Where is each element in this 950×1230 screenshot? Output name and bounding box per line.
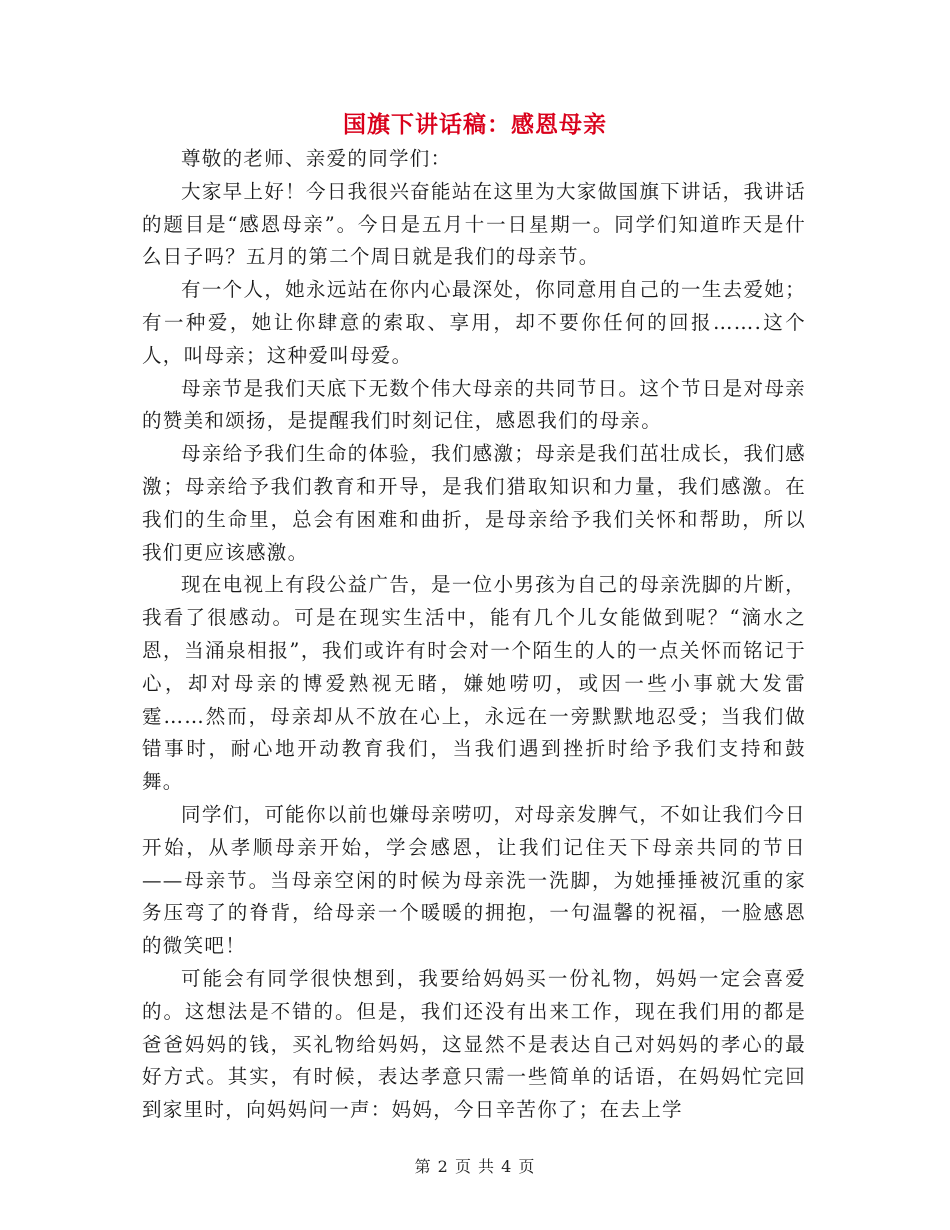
paragraph: 现在电视上有段公益广告，是一位小男孩为自己的母亲洗脚的片断，我看了很感动。可是在现实生活中，能有几个儿女能做到呢？“滴水之恩，当涌泉相报”，我们或许有时会对一个陌生的人的一点关怀而铭记于心，却对母亲的博爱熟视无睹，嫌她唠叨，或因一些小事就大发雷霆……然而，母亲却从不放在心上，永远在一旁默默地忍受；当我们做错事时，耐心地开动教育我们，当我们遇到挫折时给予我们支持和鼓舞。 [142, 573, 806, 794]
paragraph: 可能会有同学很快想到，我要给妈妈买一份礼物，妈妈一定会喜爱的。这想法是不错的。但是，我们还没有出来工作，现在我们用的都是爸爸妈妈的钱，买礼物给妈妈，这显然不是表达自己对妈妈的孝心的最好方式。其实，有时候，表达孝意只需一些简单的话语，在妈妈忙完回到家里时，向妈妈问一声：妈妈，今日辛苦你了；在去上学 [142, 966, 806, 1122]
paragraph: 有一个人，她永远站在你内心最深处，你同意用自己的一生去爱她；有一种爱，她让你肆意的索取、享用，却不要你任何的回报…….这个人，叫母亲；这种爱叫母爱。 [142, 278, 806, 367]
paragraph: 大家早上好！今日我很兴奋能站在这里为大家做国旗下讲话，我讲话的题目是“感恩母亲”。今日是五月十一日星期一。同学们知道昨天是什么日子吗？五月的第二个周日就是我们的母亲节。 [142, 179, 806, 269]
paragraph: 母亲给予我们生命的体验，我们感激；母亲是我们茁壮成长，我们感激；母亲给予我们教育和开导，是我们猎取知识和力量，我们感激。在我们的生命里，总会有困难和曲折，是母亲给予我们关怀和帮助，所以我们更应该感激。 [142, 442, 806, 564]
paragraph: 母亲节是我们天底下无数个伟大母亲的共同节日。这个节日是对母亲的赞美和颂扬，是提醒我们时刻记住，感恩我们的母亲。 [142, 376, 806, 433]
document-body [142, 143, 806, 1127]
paragraph: 同学们，可能你以前也嫌母亲唠叨，对母亲发脾气，不如让我们今日开始，从孝顺母亲开始，学会感恩，让我们记住天下母亲共同的节日——母亲节。当母亲空闲的时候为母亲洗一洗脚，为她捶捶被沉重的家务压弯了的脊背，给母亲一个暖暖的拥抱，一句温馨的祝福，一脸感恩的微笑吧！ [142, 802, 806, 958]
paragraph-salutation: 尊敬的老师、亲爱的同学们： [181, 147, 452, 170]
document-title: 国旗下讲话稿：感恩母亲 [343, 112, 607, 138]
page-number-footer: 第 2 页 共 4 页 [414, 1157, 536, 1176]
